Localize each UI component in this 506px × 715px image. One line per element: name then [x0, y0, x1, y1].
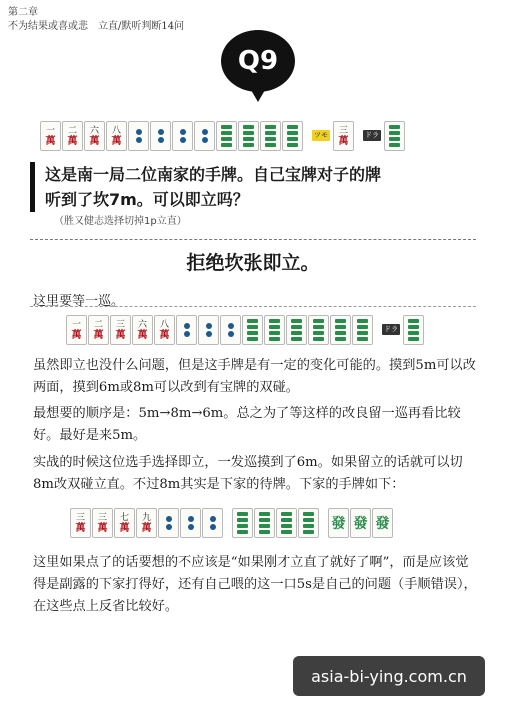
manzu-tile: 六 萬: [132, 315, 153, 345]
honor-tile: 發: [328, 508, 349, 538]
pinzu-tile: [220, 315, 241, 345]
question-line-2: 听到了坎7m。可以即立吗？: [45, 190, 249, 209]
souzu-tile: [384, 121, 405, 151]
paragraph-2: 最想要的顺序是：5m→8m→6m。总之为了等这样的改良留一巡再看比较好。最好是来5m。: [33, 406, 461, 443]
manzu-tile: 八 萬: [154, 315, 175, 345]
chapter-subtitle: 不为结果或喜或悲 立直/默听判断14问: [8, 21, 185, 32]
question-line-1: 这是南一局二位南家的手牌。自己宝牌对子的牌: [45, 165, 382, 184]
dora-tag: ドラ: [365, 131, 379, 139]
manzu-tile: 三 萬: [110, 315, 131, 345]
manzu-tile: 六 萬: [84, 121, 105, 151]
question-text: [30, 162, 485, 212]
chapter-title: 第二章: [8, 7, 38, 18]
site-watermark: asia-bi-ying.com.cn: [293, 656, 485, 696]
souzu-tile: [330, 315, 351, 345]
pinzu-tile: [202, 508, 223, 538]
improved-hand: [66, 315, 425, 345]
section-divider: [30, 239, 476, 240]
souzu-tile: [216, 121, 237, 151]
manzu-tile: 三 萬: [92, 508, 113, 538]
subheading-underline: [30, 306, 476, 307]
answer-heading: 拒绝坎张即立。: [186, 252, 320, 274]
paragraph-3: 实战的时候这位选手选择即立，一发巡摸到了6m。如果留立的话就可以切8m改双碰立直。不过8m其实是下家的待牌。下家的手牌如下：: [33, 455, 463, 492]
question-badge: [221, 30, 295, 92]
manzu-tile: 一 萬: [66, 315, 87, 345]
souzu-tile: [298, 508, 319, 538]
manzu-tile: 三 萬: [70, 508, 91, 538]
pinzu-tile: [158, 508, 179, 538]
souzu-tile: [242, 315, 263, 345]
souzu-tile: [276, 508, 297, 538]
souzu-tile: [260, 121, 281, 151]
pinzu-tile: [172, 121, 193, 151]
souzu-tile: [308, 315, 329, 345]
tsumo-tag: ツモ: [314, 131, 328, 139]
paragraph-1: 虽然即立也没什么问题，但是这手牌是有一定的变化可能的。摸到5m可以改两面，摸到6m或8m可以改到有宝牌的双碰。: [33, 358, 476, 395]
opponent-hand: [70, 508, 394, 538]
chapter-header: [8, 6, 184, 34]
souzu-tile: [403, 315, 424, 345]
subheading: 这里要等一巡。: [33, 294, 125, 309]
question-number: Q9: [237, 46, 279, 76]
souzu-tile: [352, 315, 373, 345]
souzu-tile: [286, 315, 307, 345]
question-hand: [40, 121, 406, 151]
honor-tile: 發: [372, 508, 393, 538]
dora-tag: ドラ: [384, 325, 398, 333]
honor-tile: 發: [350, 508, 371, 538]
pinzu-tile: [176, 315, 197, 345]
question-note: （胜又健志选择切掉1p立直）: [54, 216, 187, 227]
manzu-tile: 三 萬: [333, 121, 354, 151]
manzu-tile: 七 萬: [114, 508, 135, 538]
souzu-tile: [264, 315, 285, 345]
pinzu-tile: [198, 315, 219, 345]
souzu-tile: [282, 121, 303, 151]
souzu-tile: [254, 508, 275, 538]
manzu-tile: 九 萬: [136, 508, 157, 538]
pinzu-tile: [180, 508, 201, 538]
manzu-tile: 八 萬: [106, 121, 127, 151]
manzu-tile: 二 萬: [62, 121, 83, 151]
souzu-tile: [238, 121, 259, 151]
souzu-tile: [232, 508, 253, 538]
paragraph-4: 这里如果点了的话要想的不应该是“如果刚才立直了就好了啊”，而是应该觉得是副露的下家打得好，还有自己喂的这一口5s是自己的问题（手顺错误），在这些点上反省比较好。: [33, 555, 477, 614]
manzu-tile: 二 萬: [88, 315, 109, 345]
pinzu-tile: [194, 121, 215, 151]
manzu-tile: 一 萬: [40, 121, 61, 151]
pinzu-tile: [150, 121, 171, 151]
pinzu-tile: [128, 121, 149, 151]
